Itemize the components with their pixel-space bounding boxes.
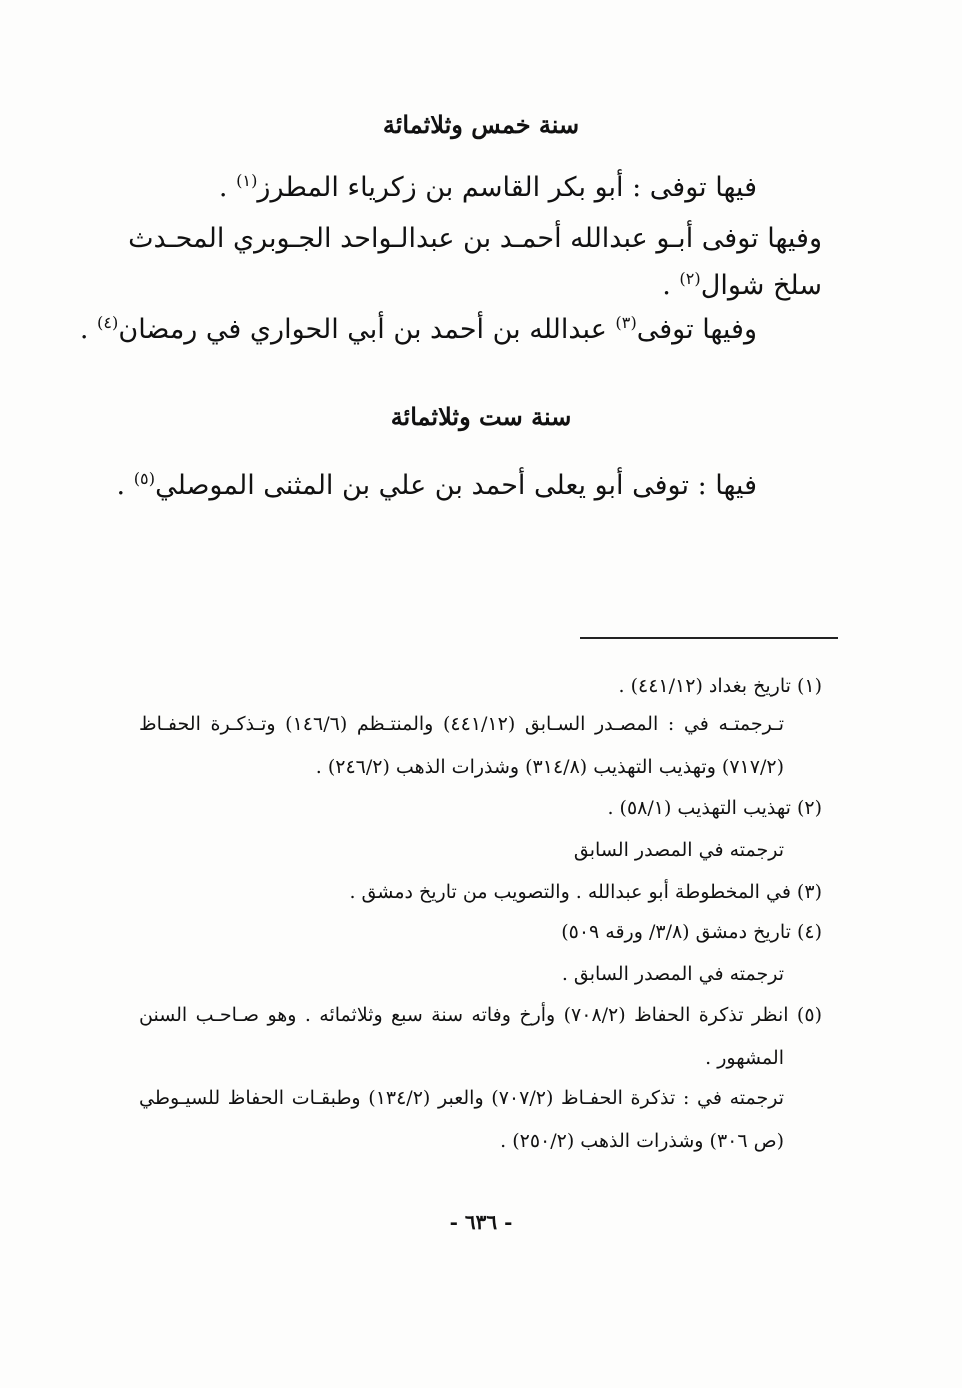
footnote-separator xyxy=(580,637,838,639)
footnote-ref: (٢) xyxy=(679,269,701,288)
footnote-line: (١) تاريخ بغداد (٤٤١/١٢) . xyxy=(618,675,822,697)
footnote-ref: (٣) xyxy=(615,313,637,332)
footnote-line: (٢) تهذيب التهذيب (٥٨/١) . xyxy=(607,797,822,819)
footnote-line: ترجمته في المصدر السابق xyxy=(573,839,784,861)
footnote-line: ترجمته في : تذكرة الحفـاظ (٧٠٧/٢) والعبر (١٣٤/٢) وطبقـات الحفاظ للسيـوطي xyxy=(139,1087,785,1109)
body-line: وفيها توفى$^{(٣)}$ عبدالله بن أحمد بن أبي الحواري في رمضان$^{(٤)}$ . xyxy=(79,313,757,345)
body-line: فيها توفى : أبو بكر القاسم بن زكرياء المطرز$^{(١)}$ . xyxy=(218,171,757,203)
footnote-line: (٥) انظر تذكرة الحفاظ (٧٠٨/٢) وأرخ وفاته سنة سبع وثلاثمائه . وهو صـاحـب السنن xyxy=(139,1004,822,1026)
body-line: سلخ شوال$^{(٢)}$ . xyxy=(662,269,822,301)
footnote-line: تـرجمتـه في : المصـدر السـابق (٤٤١/١٢) والمنتـظم (١٤٦/٦) وتـذكـرة الحفـاظ xyxy=(139,713,784,735)
footnote-ref: (٥) xyxy=(133,469,156,488)
footnote-line: (٧١٧/٢) وتهذيب التهذيب (٣١٤/٨) وشذرات الذهب (٢٤٦/٢) . xyxy=(315,756,784,778)
body-line: وفيها توفى أبـو عبدالله أحمـد بن عبدالـواحد الجـوبري المحـدث xyxy=(128,223,822,254)
section-heading: سنة خمس وثلاثمائة xyxy=(382,110,580,139)
section-heading: سنة ست وثلاثمائة xyxy=(390,402,572,431)
body-line: فيها : توفى أبو يعلى أحمد بن علي بن المثنى الموصلي$^{(٥)}$ . xyxy=(116,469,757,501)
footnote-line: (٤) تاريخ دمشق (٣/٨/ ورقه ٥٠٩) xyxy=(561,921,822,943)
footnote-line: (ص ٣٠٦) وشذرات الذهب (٢٥٠/٢) . xyxy=(500,1130,784,1152)
footnote-ref: (١) xyxy=(236,171,258,190)
page-number: - ٦٣٦ - xyxy=(449,1210,513,1234)
footnote-line: ترجمته في المصدر السابق . xyxy=(561,963,784,985)
footnote-line: (٣) في المخطوطة أبو عبدالله . والتصويب من تاريخ دمشق . xyxy=(349,881,822,903)
footnote-line: المشهور . xyxy=(705,1047,784,1069)
footnote-ref: (٤) xyxy=(97,313,119,332)
